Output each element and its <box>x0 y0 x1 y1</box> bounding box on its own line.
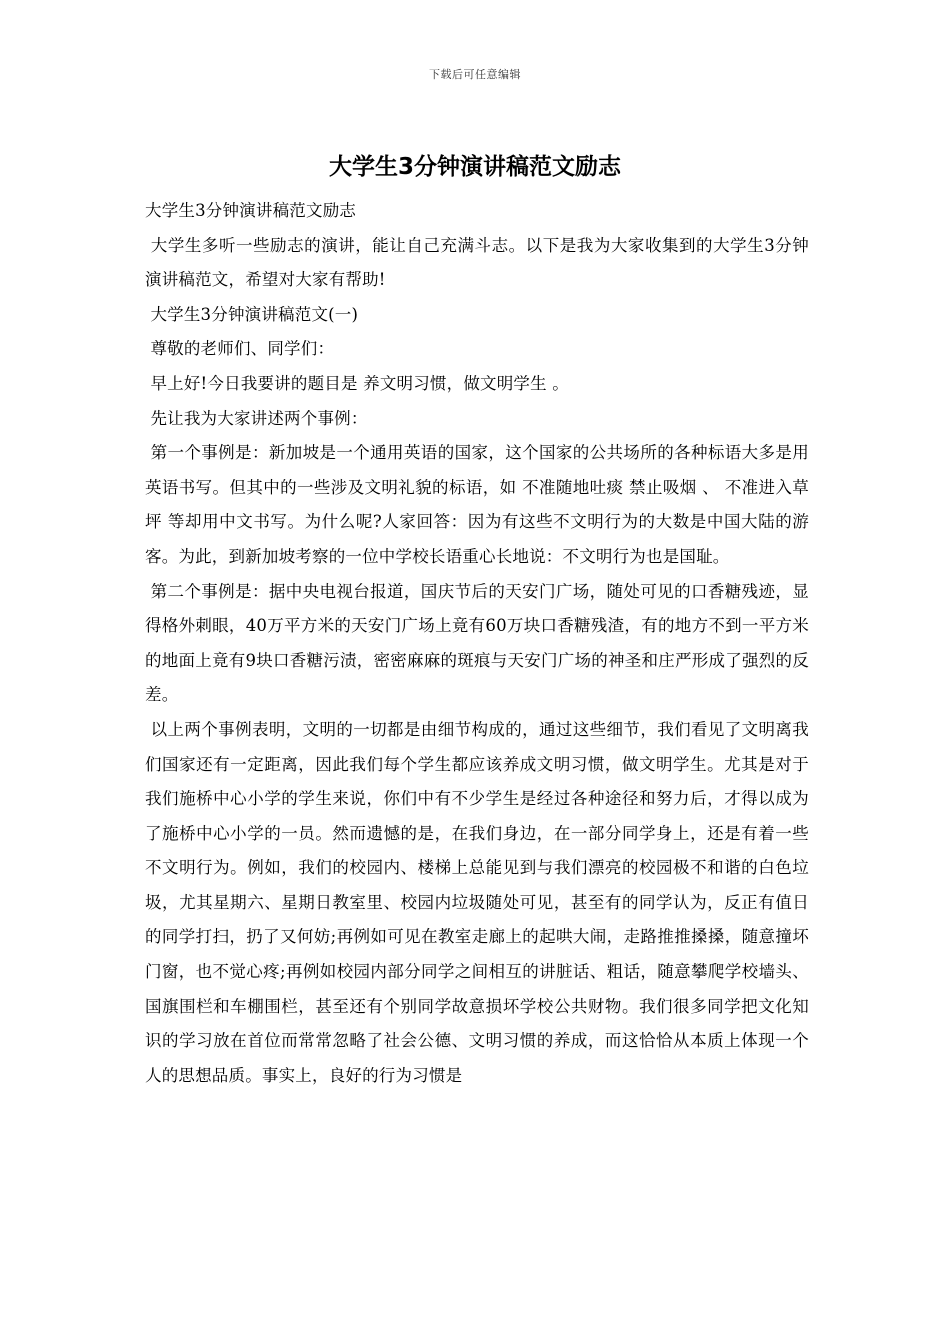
body-paragraph-example-two: 第二个事例是：据中央电视台报道，国庆节后的天安门广场，随处可见的口香糖残迹，显得格外刺眼，40万平方米的天安门广场上竟有60万块口香糖残渣，有的地方不到一平方米的地面上竟有9块口香糖污渍，密密麻麻的斑痕与天安门广场的神圣和庄严形成了强烈的反差。 <box>145 581 809 705</box>
body-paragraph-subtitle: 大学生3分钟演讲稿范文励志 <box>145 201 357 220</box>
page-header-note: 下载后可任意编辑 <box>429 68 521 81</box>
body-paragraph-example-one: 第一个事例是：新加坡是一个通用英语的国家，这个国家的公共场所的各种标语大多是用英语书写。但其中的一些涉及文明礼貌的标语，如 不准随地吐痰 禁止吸烟 、 不准进入草坪 等却用中文书写。为什么呢?人家回答：因为有这些不文明行为的大数是中国大陆的游客。为此，到新加坡考察的一位中学校长语重心长地说：不文明行为也是国耻。 <box>145 443 809 566</box>
document-title: 大学生3分钟演讲稿范文励志 <box>328 154 621 180</box>
body-paragraph-section-heading: 大学生3分钟演讲稿范文(一) <box>145 304 359 324</box>
body-paragraph-conclusion: 以上两个事例表明，文明的一切都是由细节构成的，通过这些细节，我们看见了文明离我们国家还有一定距离，因此我们每个学生都应该养成文明习惯，做文明学生。尤其是对于我们施桥中心小学的学生来说，你们中有不少学生是经过各种途径和努力后，才得以成为了施桥中心小学的一员。然而遗憾的是，在我们身边，在一部分同学身上，还是有着一些不文明行为。例如，我们的校园内、楼梯上总能见到与我们漂亮的校园极不和谐的白色垃圾，尤其星期六、星期日教室里、校园内垃圾随处可见，甚至有的同学认为，反正有值日的同学打扫，扔了又何妨;再例如可见在教室走廊上的起哄大闹，走路推推搡搡，随意撞坏门窗，也不觉心疼;再例如校园内部分同学之间相互的讲脏话、粗话，随意攀爬学校墙头、国旗围栏和车棚围栏，甚至还有个别同学故意损坏学校公共财物。我们很多同学把文化知识的学习放在首位而常常忽略了社会公德、文明习惯的养成，而这恰恰从本质上体现一个人的思想品质。事实上，良好的行为习惯是 <box>145 719 809 1085</box>
body-paragraph-salutation: 尊敬的老师们、同学们： <box>145 339 335 359</box>
body-paragraph-lead-in: 先让我为大家讲述两个事例： <box>145 408 368 428</box>
body-paragraph-intro: 大学生多听一些励志的演讲，能让自己充满斗志。以下是我为大家收集到的大学生3分钟演讲稿范文，希望对大家有帮助! <box>145 235 809 290</box>
body-paragraph-greeting: 早上好!今日我要讲的题目是 养文明习惯，做文明学生 。 <box>145 373 569 393</box>
document-body <box>145 194 809 1093</box>
